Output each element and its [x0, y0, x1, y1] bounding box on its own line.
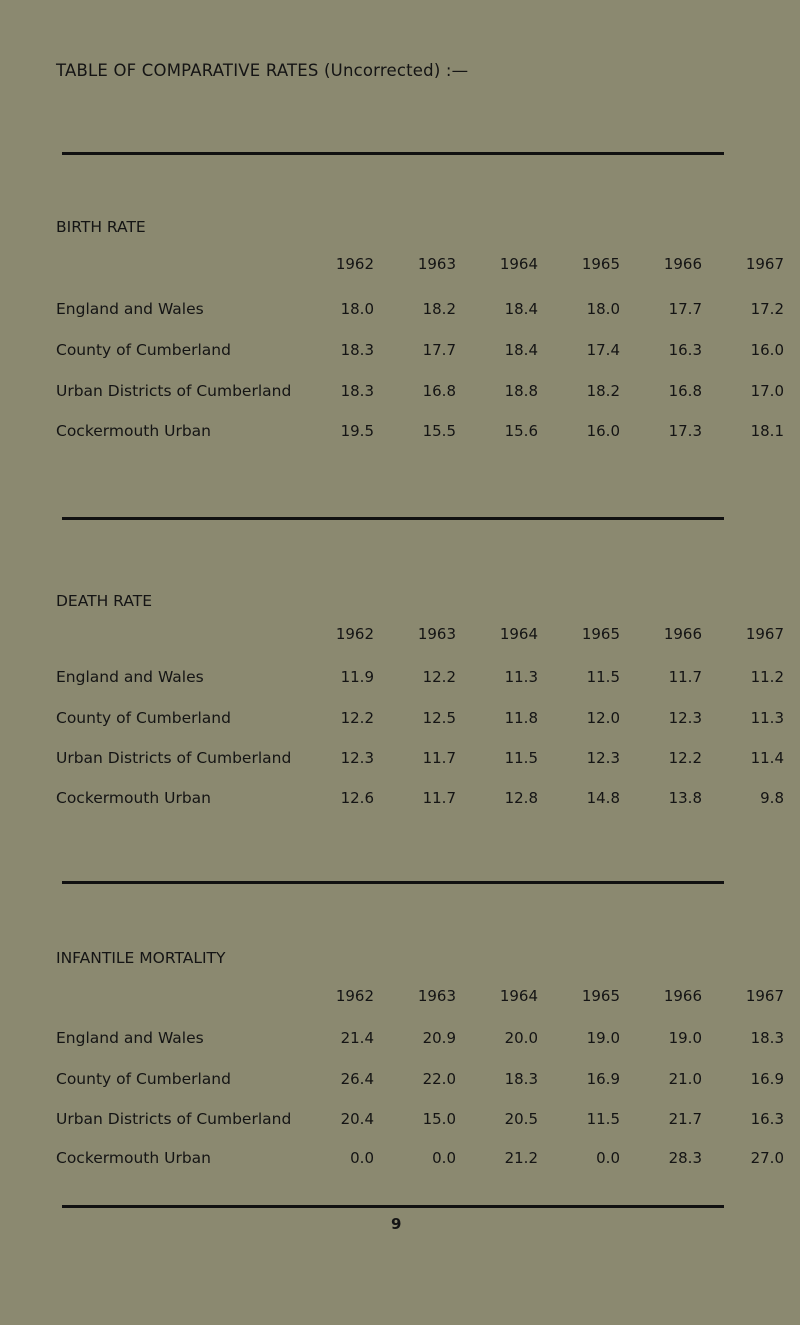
- rate-value: 20.0: [504, 1029, 538, 1047]
- rate-value: 21.4: [340, 1029, 374, 1047]
- rate-value: 11.5: [586, 1110, 620, 1128]
- rate-value: 16.8: [422, 382, 456, 400]
- rate-value: 11.3: [504, 668, 538, 686]
- year-header: 1965: [581, 625, 620, 643]
- rate-value: 11.5: [586, 668, 620, 686]
- table-row: [0, 300, 800, 322]
- rate-value: 0.0: [350, 1149, 374, 1167]
- rate-value: 0.0: [432, 1149, 456, 1167]
- rate-value: 11.7: [422, 789, 456, 807]
- year-header: 1967: [745, 987, 784, 1005]
- year-header: 1963: [417, 625, 456, 643]
- rate-value: 15.5: [422, 422, 456, 440]
- rate-value: 16.9: [586, 1070, 620, 1088]
- rate-value: 19.0: [668, 1029, 702, 1047]
- rate-value: 11.5: [504, 749, 538, 767]
- rate-value: 20.4: [340, 1110, 374, 1128]
- rate-value: 19.0: [586, 1029, 620, 1047]
- rate-value: 12.2: [668, 749, 702, 767]
- table-row: [0, 789, 800, 811]
- rate-value: 12.6: [340, 789, 374, 807]
- rate-value: 18.2: [586, 382, 620, 400]
- row-label: Cockermouth Urban: [56, 422, 211, 440]
- rate-value: 12.3: [586, 749, 620, 767]
- rate-value: 18.3: [340, 341, 374, 359]
- rate-value: 17.3: [668, 422, 702, 440]
- rate-value: 17.7: [422, 341, 456, 359]
- rate-value: 16.0: [586, 422, 620, 440]
- year-header-row: [0, 987, 800, 1009]
- rate-value: 12.3: [340, 749, 374, 767]
- year-header: 1963: [417, 987, 456, 1005]
- section-title: BIRTH RATE: [56, 218, 146, 236]
- rate-value: 17.4: [586, 341, 620, 359]
- row-label: County of Cumberland: [56, 341, 231, 359]
- table-row: [0, 341, 800, 363]
- rate-value: 11.2: [750, 668, 784, 686]
- year-header: 1967: [745, 625, 784, 643]
- rate-value: 18.3: [504, 1070, 538, 1088]
- rate-value: 26.4: [340, 1070, 374, 1088]
- rate-value: 12.3: [668, 709, 702, 727]
- rate-value: 18.3: [340, 382, 374, 400]
- rate-value: 27.0: [750, 1149, 784, 1167]
- year-header-row: [0, 255, 800, 277]
- rate-value: 19.5: [340, 422, 374, 440]
- rate-value: 16.3: [750, 1110, 784, 1128]
- rate-value: 12.2: [422, 668, 456, 686]
- rate-value: 0.0: [596, 1149, 620, 1167]
- rate-value: 11.7: [422, 749, 456, 767]
- table-row: [0, 709, 800, 731]
- row-label: County of Cumberland: [56, 709, 231, 727]
- rate-value: 22.0: [422, 1070, 456, 1088]
- section-title: INFANTILE MORTALITY: [56, 949, 226, 967]
- rate-value: 18.4: [504, 341, 538, 359]
- rate-value: 11.8: [504, 709, 538, 727]
- rate-value: 9.8: [760, 789, 784, 807]
- rate-value: 18.8: [504, 382, 538, 400]
- rate-value: 16.3: [668, 341, 702, 359]
- table-row: [0, 1110, 800, 1132]
- table-row: [0, 1149, 800, 1171]
- year-header: 1962: [335, 255, 374, 273]
- row-label: Urban Districts of Cumberland: [56, 749, 292, 767]
- rate-value: 16.0: [750, 341, 784, 359]
- rate-value: 12.5: [422, 709, 456, 727]
- year-header: 1966: [663, 625, 702, 643]
- year-header: 1966: [663, 255, 702, 273]
- row-label: England and Wales: [56, 668, 204, 686]
- divider-rule: [62, 517, 724, 520]
- page-title: TABLE OF COMPARATIVE RATES (Uncorrected) :—: [56, 61, 469, 80]
- row-label: Cockermouth Urban: [56, 1149, 211, 1167]
- rate-value: 16.9: [750, 1070, 784, 1088]
- rate-value: 21.0: [668, 1070, 702, 1088]
- table-row: [0, 422, 800, 444]
- year-header-row: [0, 625, 800, 647]
- year-header: 1967: [745, 255, 784, 273]
- rate-value: 12.8: [504, 789, 538, 807]
- rate-value: 15.0: [422, 1110, 456, 1128]
- rate-value: 18.2: [422, 300, 456, 318]
- rate-value: 12.0: [586, 709, 620, 727]
- rate-value: 17.0: [750, 382, 784, 400]
- rate-value: 15.6: [504, 422, 538, 440]
- rate-value: 20.9: [422, 1029, 456, 1047]
- rate-value: 21.7: [668, 1110, 702, 1128]
- rate-value: 14.8: [586, 789, 620, 807]
- year-header: 1964: [499, 255, 538, 273]
- page-number: 9: [391, 1215, 402, 1233]
- rate-value: 11.3: [750, 709, 784, 727]
- rate-value: 12.2: [340, 709, 374, 727]
- rate-value: 18.3: [750, 1029, 784, 1047]
- rate-value: 20.5: [504, 1110, 538, 1128]
- rate-value: 21.2: [504, 1149, 538, 1167]
- row-label: Urban Districts of Cumberland: [56, 1110, 292, 1128]
- rate-value: 18.1: [750, 422, 784, 440]
- rate-value: 18.0: [586, 300, 620, 318]
- table-row: [0, 668, 800, 690]
- year-header: 1962: [335, 625, 374, 643]
- divider-rule: [62, 881, 724, 884]
- rate-value: 11.9: [340, 668, 374, 686]
- rate-value: 17.2: [750, 300, 784, 318]
- row-label: Cockermouth Urban: [56, 789, 211, 807]
- year-header: 1964: [499, 625, 538, 643]
- rate-value: 28.3: [668, 1149, 702, 1167]
- divider-rule: [62, 1205, 724, 1208]
- divider-rule: [62, 152, 724, 155]
- table-row: [0, 1029, 800, 1051]
- rate-value: 18.4: [504, 300, 538, 318]
- row-label: Urban Districts of Cumberland: [56, 382, 292, 400]
- year-header: 1965: [581, 987, 620, 1005]
- table-row: [0, 1070, 800, 1092]
- rate-value: 13.8: [668, 789, 702, 807]
- rate-value: 17.7: [668, 300, 702, 318]
- row-label: England and Wales: [56, 300, 204, 318]
- rate-value: 16.8: [668, 382, 702, 400]
- table-row: [0, 749, 800, 771]
- year-header: 1963: [417, 255, 456, 273]
- rate-value: 18.0: [340, 300, 374, 318]
- row-label: County of Cumberland: [56, 1070, 231, 1088]
- table-row: [0, 382, 800, 404]
- year-header: 1965: [581, 255, 620, 273]
- year-header: 1966: [663, 987, 702, 1005]
- year-header: 1964: [499, 987, 538, 1005]
- row-label: England and Wales: [56, 1029, 204, 1047]
- rate-value: 11.7: [668, 668, 702, 686]
- section-title: DEATH RATE: [56, 592, 152, 610]
- rate-value: 11.4: [750, 749, 784, 767]
- year-header: 1962: [335, 987, 374, 1005]
